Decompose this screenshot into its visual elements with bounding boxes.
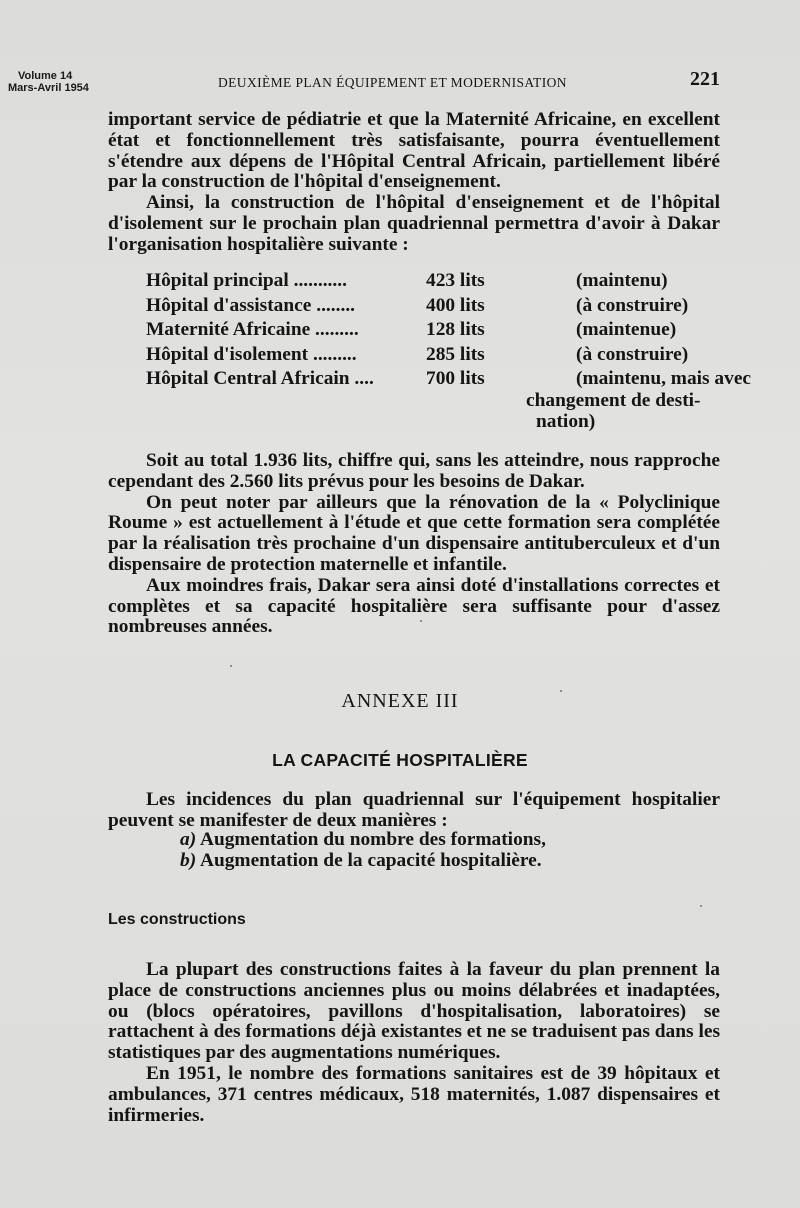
hospital-row bbox=[146, 294, 751, 319]
list-marker: a) bbox=[180, 829, 197, 850]
paragraph: Soit au total 1.936 lits, chiffre qui, sans les atteindre, nous rapproche cependant des 2.560 lits prévus pour les besoins de Dakar. bbox=[108, 450, 720, 492]
hospital-row bbox=[146, 343, 751, 368]
annex-subtitle: LA CAPACITÉ HOSPITALIÈRE bbox=[272, 750, 528, 770]
scan-speck bbox=[230, 665, 232, 667]
hospital-status: (maintenu) bbox=[576, 270, 668, 291]
bed-count: 700 lits bbox=[426, 368, 485, 389]
hospital-name: Hôpital d'isolement ......... bbox=[146, 343, 357, 365]
constructions-block bbox=[108, 960, 720, 1126]
paragraph: important service de pédiatrie et que la Maternité Africaine, en excellent état et fonctionnellement très satisfaisante, pourra éventuellement s'étendre aux dépens de l'Hôpital Central Africain, partiellement libéré par la construction de l'hôpital d'enseignement. bbox=[108, 109, 720, 193]
scan-speck bbox=[700, 905, 702, 907]
paragraph: En 1951, le nombre des formations sanitaires est de 39 hôpitaux et ambulances, 371 centres médicaux, 518 maternités, 1.087 dispensaires et infirmeries. bbox=[108, 1062, 720, 1126]
paragraph: On peut noter par ailleurs que la rénovation de la « Polyclinique Roume » est actuellement à l'étude et que cette formation sera complétée par la réalisation très prochaine d'un dispensaire antituberculeux et d'un dispensaire de protection maternelle et infantile. bbox=[108, 491, 720, 575]
page-number: 221 bbox=[690, 68, 720, 90]
hospital-status: (maintenu, mais avec bbox=[576, 368, 752, 389]
hospital-row bbox=[146, 318, 751, 343]
hospital-status: (à construire) bbox=[576, 294, 689, 316]
section-heading: Les constructions bbox=[108, 911, 246, 928]
annex-list bbox=[180, 829, 546, 871]
summary-block bbox=[108, 451, 720, 638]
annex-intro bbox=[108, 790, 720, 832]
status-line: changement de desti- bbox=[526, 390, 701, 411]
paragraph: Les incidences du plan quadriennal sur l'équipement hospitalier peuvent se manifester de deux manières : bbox=[108, 789, 720, 831]
scan-speck bbox=[560, 690, 562, 692]
intro-block bbox=[108, 110, 720, 256]
list-item bbox=[180, 850, 546, 871]
hospital-name: Maternité Africaine ......... bbox=[146, 319, 359, 340]
running-title: DEUXIÈME PLAN ÉQUIPEMENT ET MODERNISATION bbox=[218, 75, 567, 90]
hospital-row bbox=[146, 269, 751, 294]
scan-speck bbox=[420, 620, 422, 622]
hospital-status-continuation bbox=[526, 390, 701, 432]
hospital-name: Hôpital principal ........... bbox=[146, 270, 347, 291]
volume-number: Volume 14 bbox=[18, 70, 73, 82]
list-text: Augmentation de la capacité hospitalière. bbox=[199, 850, 542, 871]
annex-title: ANNEXE III bbox=[341, 690, 459, 712]
paragraph: Ainsi, la construction de l'hôpital d'enseignement et de l'hôpital d'isolement sur le prochain plan quadriennal permettra d'avoir à Dakar l'organisation hospitalière suivante : bbox=[108, 192, 720, 255]
hospital-name: Hôpital Central Africain .... bbox=[146, 368, 374, 389]
hospital-row bbox=[146, 367, 751, 392]
list-marker: b) bbox=[180, 850, 197, 871]
paragraph: Aux moindres frais, Dakar sera ainsi doté d'installations correctes et complètes et sa capacité hospitalière sera suffisante pour d'assez nombreuses années. bbox=[108, 574, 720, 638]
hospital-status: (maintenue) bbox=[576, 319, 677, 340]
list-item bbox=[180, 829, 546, 850]
paragraph: La plupart des constructions faites à la faveur du plan prennent la place de constructions anciennes plus ou moins délabrées et inadaptées, ou (blocs opératoires, pavillons d'hospitalisation, laboratoires) se rattachent à des formations déjà existantes et ne se traduisent pas dans les statistiques par des augmentations numériques. bbox=[108, 959, 720, 1064]
volume-label bbox=[8, 70, 98, 94]
bed-count: 128 lits bbox=[426, 319, 485, 340]
issue-date: Mars-Avril 1954 bbox=[8, 82, 89, 94]
bed-count: 285 lits bbox=[426, 343, 485, 365]
hospital-status: (à construire) bbox=[576, 343, 689, 365]
bed-count: 423 lits bbox=[426, 270, 485, 291]
hospital-list bbox=[146, 269, 751, 392]
hospital-name: Hôpital d'assistance ........ bbox=[146, 294, 356, 316]
status-line: nation) bbox=[536, 411, 596, 432]
bed-count: 400 lits bbox=[426, 294, 485, 316]
list-text: Augmentation du nombre des formations, bbox=[199, 829, 546, 850]
